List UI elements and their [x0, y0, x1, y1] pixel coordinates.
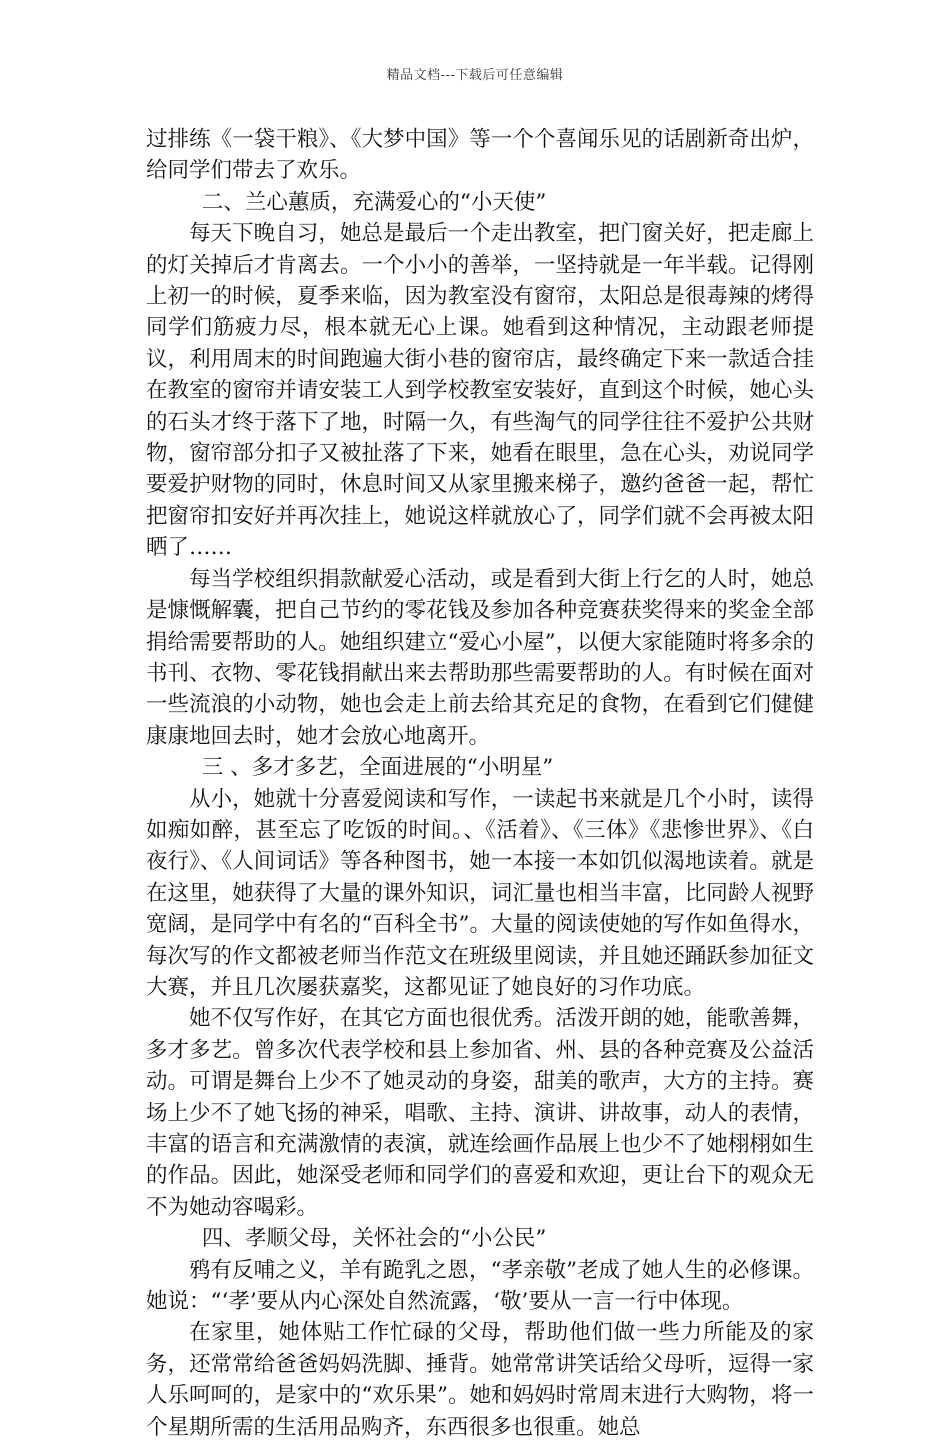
- paragraph: 在家里，她体贴工作忙碌的父母，帮助他们做一些力所能及的家务，还常常给爸爸妈妈洗脚、捶背。她常常讲笑话给父母听，逗得一家人乐呵呵的，是家中的“欢乐果”。她和妈妈时常周末进行大购物，将一个星期所需的生活用品购齐，东西很多也很重。她总: [146, 1320, 814, 1440]
- document-body: [146, 124, 814, 1443]
- section-heading-4: 四、孝顺父母，关怀社会的“小公民”: [201, 1226, 547, 1252]
- section-heading-3: 三 、多才多艺，全面进展的“小明星”: [201, 755, 554, 781]
- paragraph-continuation: 过排练《一袋干粮》、《大梦中国》等一个个喜闻乐见的话剧新奇出炉，给同学们带去了欢乐。: [146, 127, 814, 184]
- paragraph: 从小，她就十分喜爱阅读和写作，一读起书来就是几个小时，读得如痴如醉，甚至忘了吃饭的时间。、《活着》、《三体》《悲惨世界》、《白夜行》、《人间词话》等各种图书，她一本接一本如饥似渴地读着。就是在这里，她获得了大量的课外知识，词汇量也相当丰富，比同龄人视野宽阔，是同学中有名的“百科全书”。大量的阅读使她的写作如鱼得水，每次写的作文都被老师当作范文在班级里阅读，并且她还踊跃参加征文大赛，并且几次屡获嘉奖，这都见证了她良好的习作功底。: [146, 786, 814, 1000]
- section-heading-2: 二、兰心蕙质，充满爱心的“小天使”: [201, 189, 547, 215]
- paragraph: 每天下晚自习，她总是最后一个走出教室，把门窗关好，把走廊上的灯关掉后才肯离去。一个小小的善举，一坚持就是一年半载。记得刚上初一的时候，夏季来临，因为教室没有窗帘，太阳总是很毒辣的烤得同学们筋疲力尽，根本就无心上课。她看到这种情况，主动跟老师提议，利用周末的时间跑遍大街小巷的窗帘店，最终确定下来一款适合挂在教室的窗帘并请安装工人到学校教室安装好，直到这个时候，她心头的石头才终于落下了地，时隔一久，有些淘气的同学往往不爱护公共财物，窗帘部分扣子又被扯落了下来，她看在眼里，急在心头，劝说同学要爱护财物的同时，休息时间又从家里搬来梯子，邀约爸爸一起，帮忙把窗帘扣安好并再次挂上，她说这样就放心了，同学们就不会再被太阳晒了……: [146, 221, 814, 561]
- paragraph: 鸦有反哺之义，羊有跪乳之恩，“孝亲敬”老成了她人生的必修课。她说：“‘孝’要从内心深处自然流露，‘敬’要从一言一行中体现。: [146, 1257, 814, 1315]
- page-header-note: 精品文档---下载后可任意编辑: [386, 68, 564, 83]
- paragraph: 每当学校组织捐款献爱心活动，或是看到大街上行乞的人时，她总是慷慨解囊，把自己节约的零花钱及参加各种竞赛获奖得来的奖金全部捐给需要帮助的人。她组织建立“爱心小屋”，以便大家能随时将多余的书刊、衣物、零花钱捐献出来去帮助那些需要帮助的人。有时候在面对一些流浪的小动物，她也会走上前去给其充足的食物，在看到它们健健康康地回去时，她才会放心地离开。: [146, 566, 814, 749]
- paragraph: 她不仅写作好，在其它方面也很优秀。活泼开朗的她，能歌善舞，多才多艺。曾多次代表学校和县上参加省、州、县的各种竞赛及公益活动。可谓是舞台上少不了她灵动的身姿，甜美的歌声，大方的主持。赛场上少不了她飞扬的神采，唱歌、主持、演讲、讲故事，动人的表情，丰富的语言和充满激情的表演，就连绘画作品展上也少不了她栩栩如生的作品。因此，她深受老师和同学们的喜爱和欢迎，更让台下的观众无不为她动容喝彩。: [146, 1006, 814, 1220]
